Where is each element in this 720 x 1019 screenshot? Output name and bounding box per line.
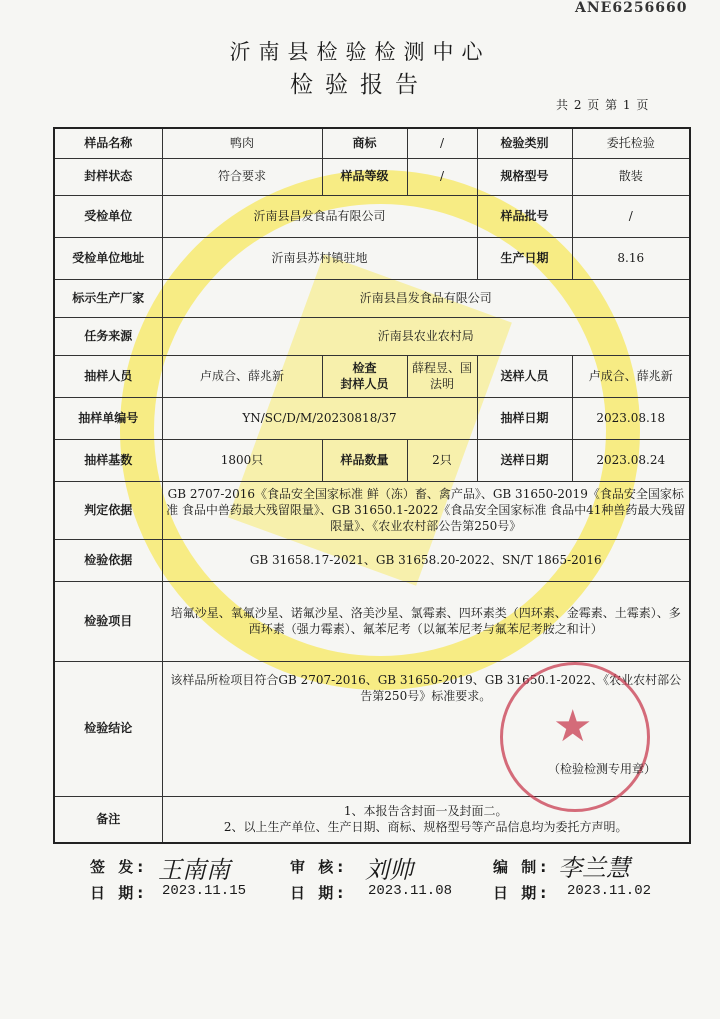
table-row <box>54 439 690 481</box>
table-row <box>54 237 690 279</box>
date-label: 日 期: <box>90 884 148 902</box>
checker-value: 薛程昱、国法明 <box>407 355 477 397</box>
issuer-label: 签 发: <box>90 858 148 876</box>
remark-line: 2、以上生产单位、生产日期、商标、规格型号等产品信息均为委托方声明。 <box>223 820 628 835</box>
cell-label: 判定依据 <box>54 481 162 539</box>
date-row <box>0 882 720 912</box>
editor-label: 编 制: <box>493 858 551 876</box>
sample-no-value: YN/SC/D/M/20230818/37 <box>162 397 477 439</box>
red-official-seal <box>500 662 650 812</box>
cell-label: 检验项目 <box>54 581 162 661</box>
star-icon: ★ <box>553 701 593 752</box>
signature-row <box>0 852 720 882</box>
reviewer-label: 审 核: <box>290 858 348 876</box>
sampler-value: 卢成合、薛兆新 <box>162 355 322 397</box>
table-row <box>54 317 690 355</box>
cell-label: 检查 封样人员 <box>322 355 407 397</box>
page-info: 共 2 页 第 1 页 <box>556 98 650 112</box>
report-title: 检验报告 <box>290 72 430 98</box>
delivery-date-value: 2023.08.24 <box>572 439 690 481</box>
cell-label: 样品批号 <box>477 195 572 237</box>
editor-date: 2023.11.02 <box>567 883 652 899</box>
cell-label: 检验依据 <box>54 539 162 581</box>
table-row <box>54 279 690 317</box>
cell-label: 受检单位 <box>54 195 162 237</box>
cell-label: 送样人员 <box>477 355 572 397</box>
cell-label: 样品数量 <box>322 439 407 481</box>
report-serial-code: ANE6256660 <box>575 0 688 16</box>
cell-label: 抽样人员 <box>54 355 162 397</box>
cell-label: 备注 <box>54 796 162 843</box>
reviewer-date: 2023.11.08 <box>368 883 453 899</box>
cell-label: 样品名称 <box>54 128 162 158</box>
conclusion-value: 该样品所检项目符合GB 2707-2016、GB 31650-2019、GB 31650.1-2022、《农业农村部公告第250号》标准要求。 <box>162 661 690 796</box>
cell-label: 抽样单编号 <box>54 397 162 439</box>
date-label: 日 期: <box>493 884 551 902</box>
cell-label: 抽样基数 <box>54 439 162 481</box>
reviewer-signature: 刘帅 <box>365 856 413 884</box>
sample-date-value: 2023.08.18 <box>572 397 690 439</box>
inspection-type-value: 委托检验 <box>572 128 690 158</box>
table-row <box>54 397 690 439</box>
manufacturer-value: 沂南县昌发食品有限公司 <box>162 279 690 317</box>
cell-label: 任务来源 <box>54 317 162 355</box>
inspected-unit-value: 沂南县昌发食品有限公司 <box>162 195 477 237</box>
issuer-date: 2023.11.15 <box>162 883 247 899</box>
remarks-value <box>162 796 690 843</box>
sample-grade-value: / <box>407 158 477 195</box>
table-row <box>54 128 690 158</box>
judgment-value: GB 2707-2016《食品安全国家标准 鲜（冻）畜、禽产品》、GB 31650-2019《食品安全国家标准 食品中兽药最大残留限量》、GB 31650.1-2022《食品安全国家标准 食品中41种兽药最大残留限量》、《农业农村部公告第250号》 <box>162 481 690 539</box>
table-row <box>54 581 690 661</box>
deliverer-value: 卢成合、薛兆新 <box>572 355 690 397</box>
remark-line: 1、本报告含封面一及封面二。 <box>343 804 508 819</box>
sample-name-value: 鸭肉 <box>162 128 322 158</box>
items-value: 培氟沙星、氧氟沙星、诺氟沙星、洛美沙星、氯霉素、四环素类（四环素、金霉素、土霉素）、多西环素（强力霉素）、氟苯尼考（以氟苯尼考与氟苯尼考胺之和计） <box>162 581 690 661</box>
address-value: 沂南县苏村镇驻地 <box>162 237 477 279</box>
base-value: 1800只 <box>162 439 322 481</box>
cell-label: 生产日期 <box>477 237 572 279</box>
spec-value: 散装 <box>572 158 690 195</box>
batch-value: / <box>572 195 690 237</box>
seal-caption: （检验检测专用章） <box>548 762 657 776</box>
table-row <box>54 355 690 397</box>
trademark-value: / <box>407 128 477 158</box>
prod-date-value: 8.16 <box>572 237 690 279</box>
qty-value: 2只 <box>407 439 477 481</box>
editor-signature: 李兰慧 <box>558 854 630 882</box>
cell-label: 商标 <box>322 128 407 158</box>
table-row <box>54 539 690 581</box>
task-source-value: 沂南县农业农村局 <box>162 317 690 355</box>
cell-label: 规格型号 <box>477 158 572 195</box>
cell-label: 送样日期 <box>477 439 572 481</box>
issuer-signature: 王南南 <box>158 856 230 884</box>
cell-label: 抽样日期 <box>477 397 572 439</box>
table-row <box>54 195 690 237</box>
organization-name: 沂南县检验检测中心 <box>229 40 491 64</box>
method-value: GB 31658.17-2021、GB 31658.20-2022、SN/T 1865-2016 <box>162 539 690 581</box>
cell-label: 封样状态 <box>54 158 162 195</box>
cell-label: 检验类别 <box>477 128 572 158</box>
cell-label: 样品等级 <box>322 158 407 195</box>
cell-label: 标示生产厂家 <box>54 279 162 317</box>
table-row <box>54 481 690 539</box>
cell-label: 检验结论 <box>54 661 162 796</box>
cell-label: 受检单位地址 <box>54 237 162 279</box>
seal-status-value: 符合要求 <box>162 158 322 195</box>
table-row <box>54 158 690 195</box>
date-label: 日 期: <box>290 884 348 902</box>
